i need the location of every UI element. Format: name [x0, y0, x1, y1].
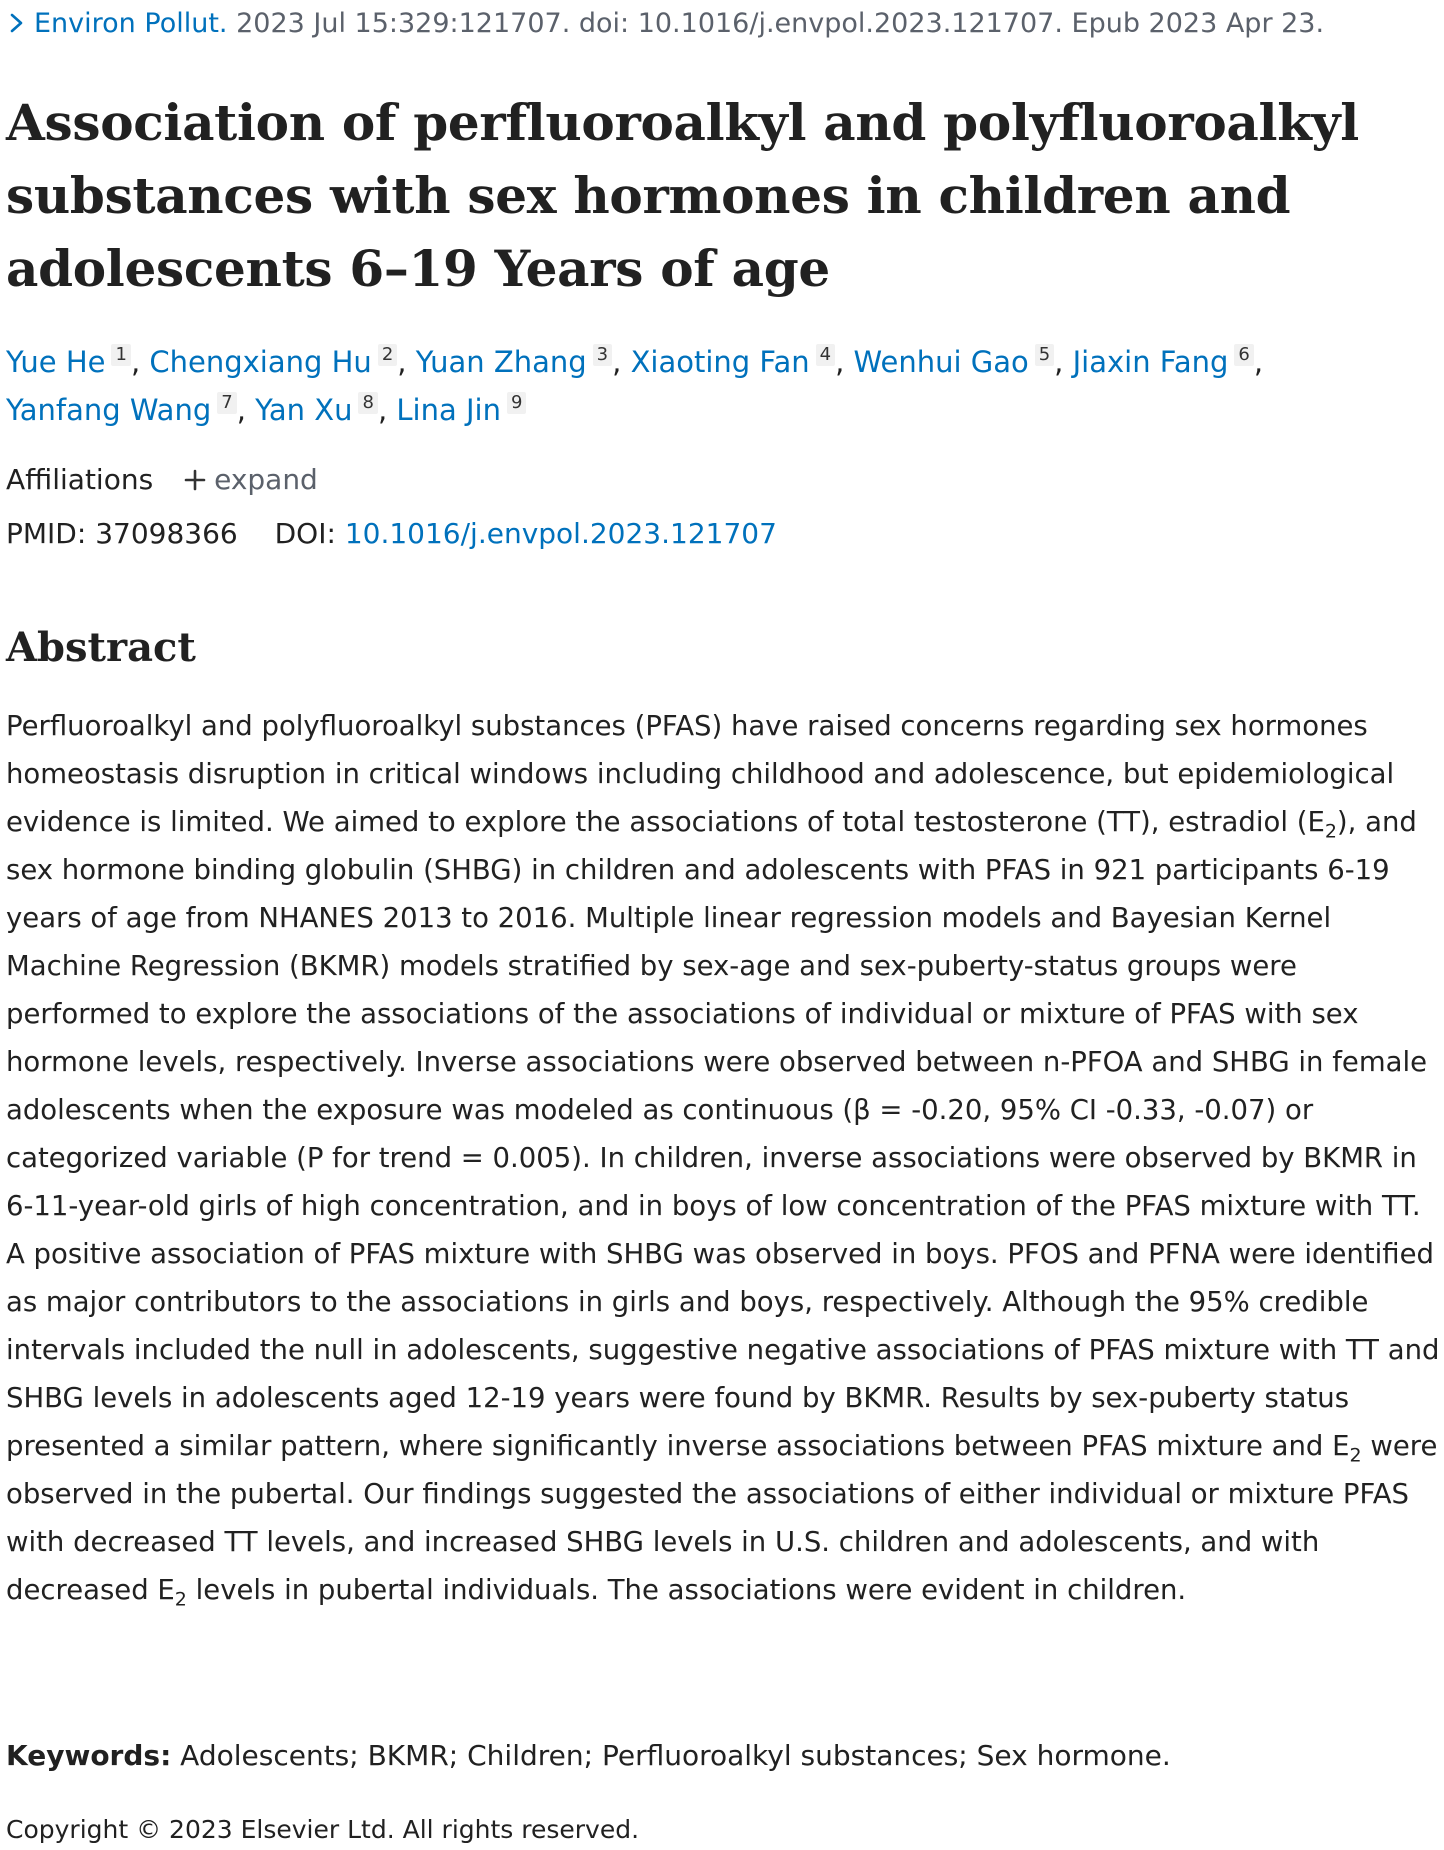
abstract-part: were observed in the pubertal. Our findings suggested the associations of either individual or mixture PFAS with decreased TT levels, and increased SHBG levels in U.S. children and adolescents, and with decreased E [6, 1430, 1438, 1606]
abstract-heading: Abstract [6, 624, 196, 671]
affiliation-number[interactable]: 1 [111, 344, 130, 366]
abstract-part: ), and sex hormone binding globulin (SHBG) in children and adolescents with PFAS in 921 participants 6-19 years of age from NHANES 2013 to 2016. Multiple linear regression models and Bayesian Kernel Machine Regression (BKMR) models stratified by sex-age and sex-puberty-status groups were performed to explore the associations of the associations of individual or mixture of PFAS with sex hormone levels, respectively. Inverse associations were observed between n-PFOA and SHBG in female adolescents when the exposure was modeled as continuous (β = -0.20, 95% CI -0.33, -0.07) or categorized variable (P for trend = 0.005). In children, inverse associations were observed by BKMR in 6-11-year-old girls of high concentration, and in boys of low concentration of the PFAS mixture with TT. A positive association of PFAS mixture with SHBG was observed in boys. PFOS and PFNA were identified as major contributors to the associations in girls and boys, respectively. Although the 95% credible intervals included the null in adolescents, suggestive negative associations of PFAS mixture with TT and SHBG levels in adolescents aged 12-19 years were found by BKMR. Results by sex-puberty status presented a similar pattern, where significantly inverse associations between PFAS mixture and E [6, 806, 1440, 1462]
author-item: Yan Xu $^8$ , [255, 392, 397, 427]
affiliation-number[interactable]: 9 [507, 392, 526, 414]
author-item: Wenhui Gao $^5$ , [853, 344, 1073, 379]
subscript: 2 [1349, 1444, 1362, 1467]
affiliations-label: Affiliations [6, 463, 154, 496]
abstract-part: levels in pubertal individuals. The associations were evident in children. [186, 1574, 1187, 1606]
abstract-text [6, 702, 1444, 1614]
author-list [6, 338, 1426, 434]
author-link[interactable]: Wenhui Gao [853, 345, 1029, 379]
affiliation-number[interactable]: 8 [358, 392, 377, 414]
affiliation-number[interactable]: 5 [1035, 344, 1054, 366]
copyright-notice: Copyright © 2023 Elsevier Ltd. All rights reserved. [6, 1815, 640, 1844]
expand-label: expand [214, 463, 318, 496]
keywords-text: Adolescents; BKMR; Children; Perfluoroalkyl substances; Sex hormone. [180, 1739, 1171, 1772]
author-link[interactable]: Yue He [6, 345, 106, 379]
keywords-row [6, 1734, 1426, 1778]
citation-line [6, 4, 1440, 44]
affiliation-number[interactable]: 3 [593, 344, 612, 366]
doi-label: DOI: [274, 517, 336, 550]
citation-details: 2023 Jul 15:329:121707. doi: 10.1016/j.envpol.2023.121707. Epub 2023 Apr 23. [236, 8, 1325, 39]
author-item: Yanfang Wang $^7$ , [6, 392, 256, 427]
pmid-label: PMID: [6, 517, 87, 550]
affiliation-number[interactable]: 6 [1234, 344, 1253, 366]
affiliations-expand-button[interactable] [184, 463, 318, 496]
author-link[interactable]: Yuan Zhang [415, 345, 587, 379]
author-link[interactable]: Xiaoting Fan [630, 345, 810, 379]
affiliation-number[interactable]: 2 [378, 344, 397, 366]
author-item: Chengxiang Hu $^2$ , [149, 344, 416, 379]
chevron-right-icon [6, 12, 28, 34]
author-item: Xiaoting Fan $^4$ , [630, 344, 854, 379]
author-link[interactable]: Lina Jin [396, 393, 501, 427]
keywords-label: Keywords: [6, 1739, 172, 1772]
article-title: Association of perfluoroalkyl and polyfluoroalkyl substances with sex hormones in children and adolescents 6–19 Years of age [6, 93, 1360, 298]
journal-link[interactable]: Environ Pollut. [34, 8, 228, 39]
subscript: 2 [174, 1588, 187, 1611]
identifiers-row [6, 512, 777, 556]
affiliations-row [6, 458, 318, 502]
author-item [396, 393, 526, 427]
author-link[interactable]: Chengxiang Hu [149, 345, 372, 379]
doi-link[interactable]: 10.1016/j.envpol.2023.121707 [344, 517, 777, 550]
abstract-part: Perfluoroalkyl and polyfluoroalkyl substances (PFAS) have raised concerns regarding sex hormones homeostasis disruption in critical windows including childhood and adolescence, but epidemiological evidence is limited. We aimed to explore the associations of total testosterone (TT), estradiol (E [6, 710, 1395, 838]
author-item: Yue He $^1$ , [6, 344, 150, 379]
author-link[interactable]: Yanfang Wang [6, 393, 212, 427]
plus-icon [184, 469, 206, 491]
author-link[interactable]: Yan Xu [255, 393, 353, 427]
author-item: Yuan Zhang $^3$ , [415, 344, 631, 379]
affiliation-number[interactable]: 7 [217, 392, 236, 414]
affiliation-number[interactable]: 4 [816, 344, 835, 366]
pmid-value: 37098366 [95, 517, 238, 550]
subscript: 2 [1324, 820, 1337, 843]
author-item: Jiaxin Fang $^6$ , [1072, 344, 1264, 379]
author-link[interactable]: Jiaxin Fang [1072, 345, 1229, 379]
